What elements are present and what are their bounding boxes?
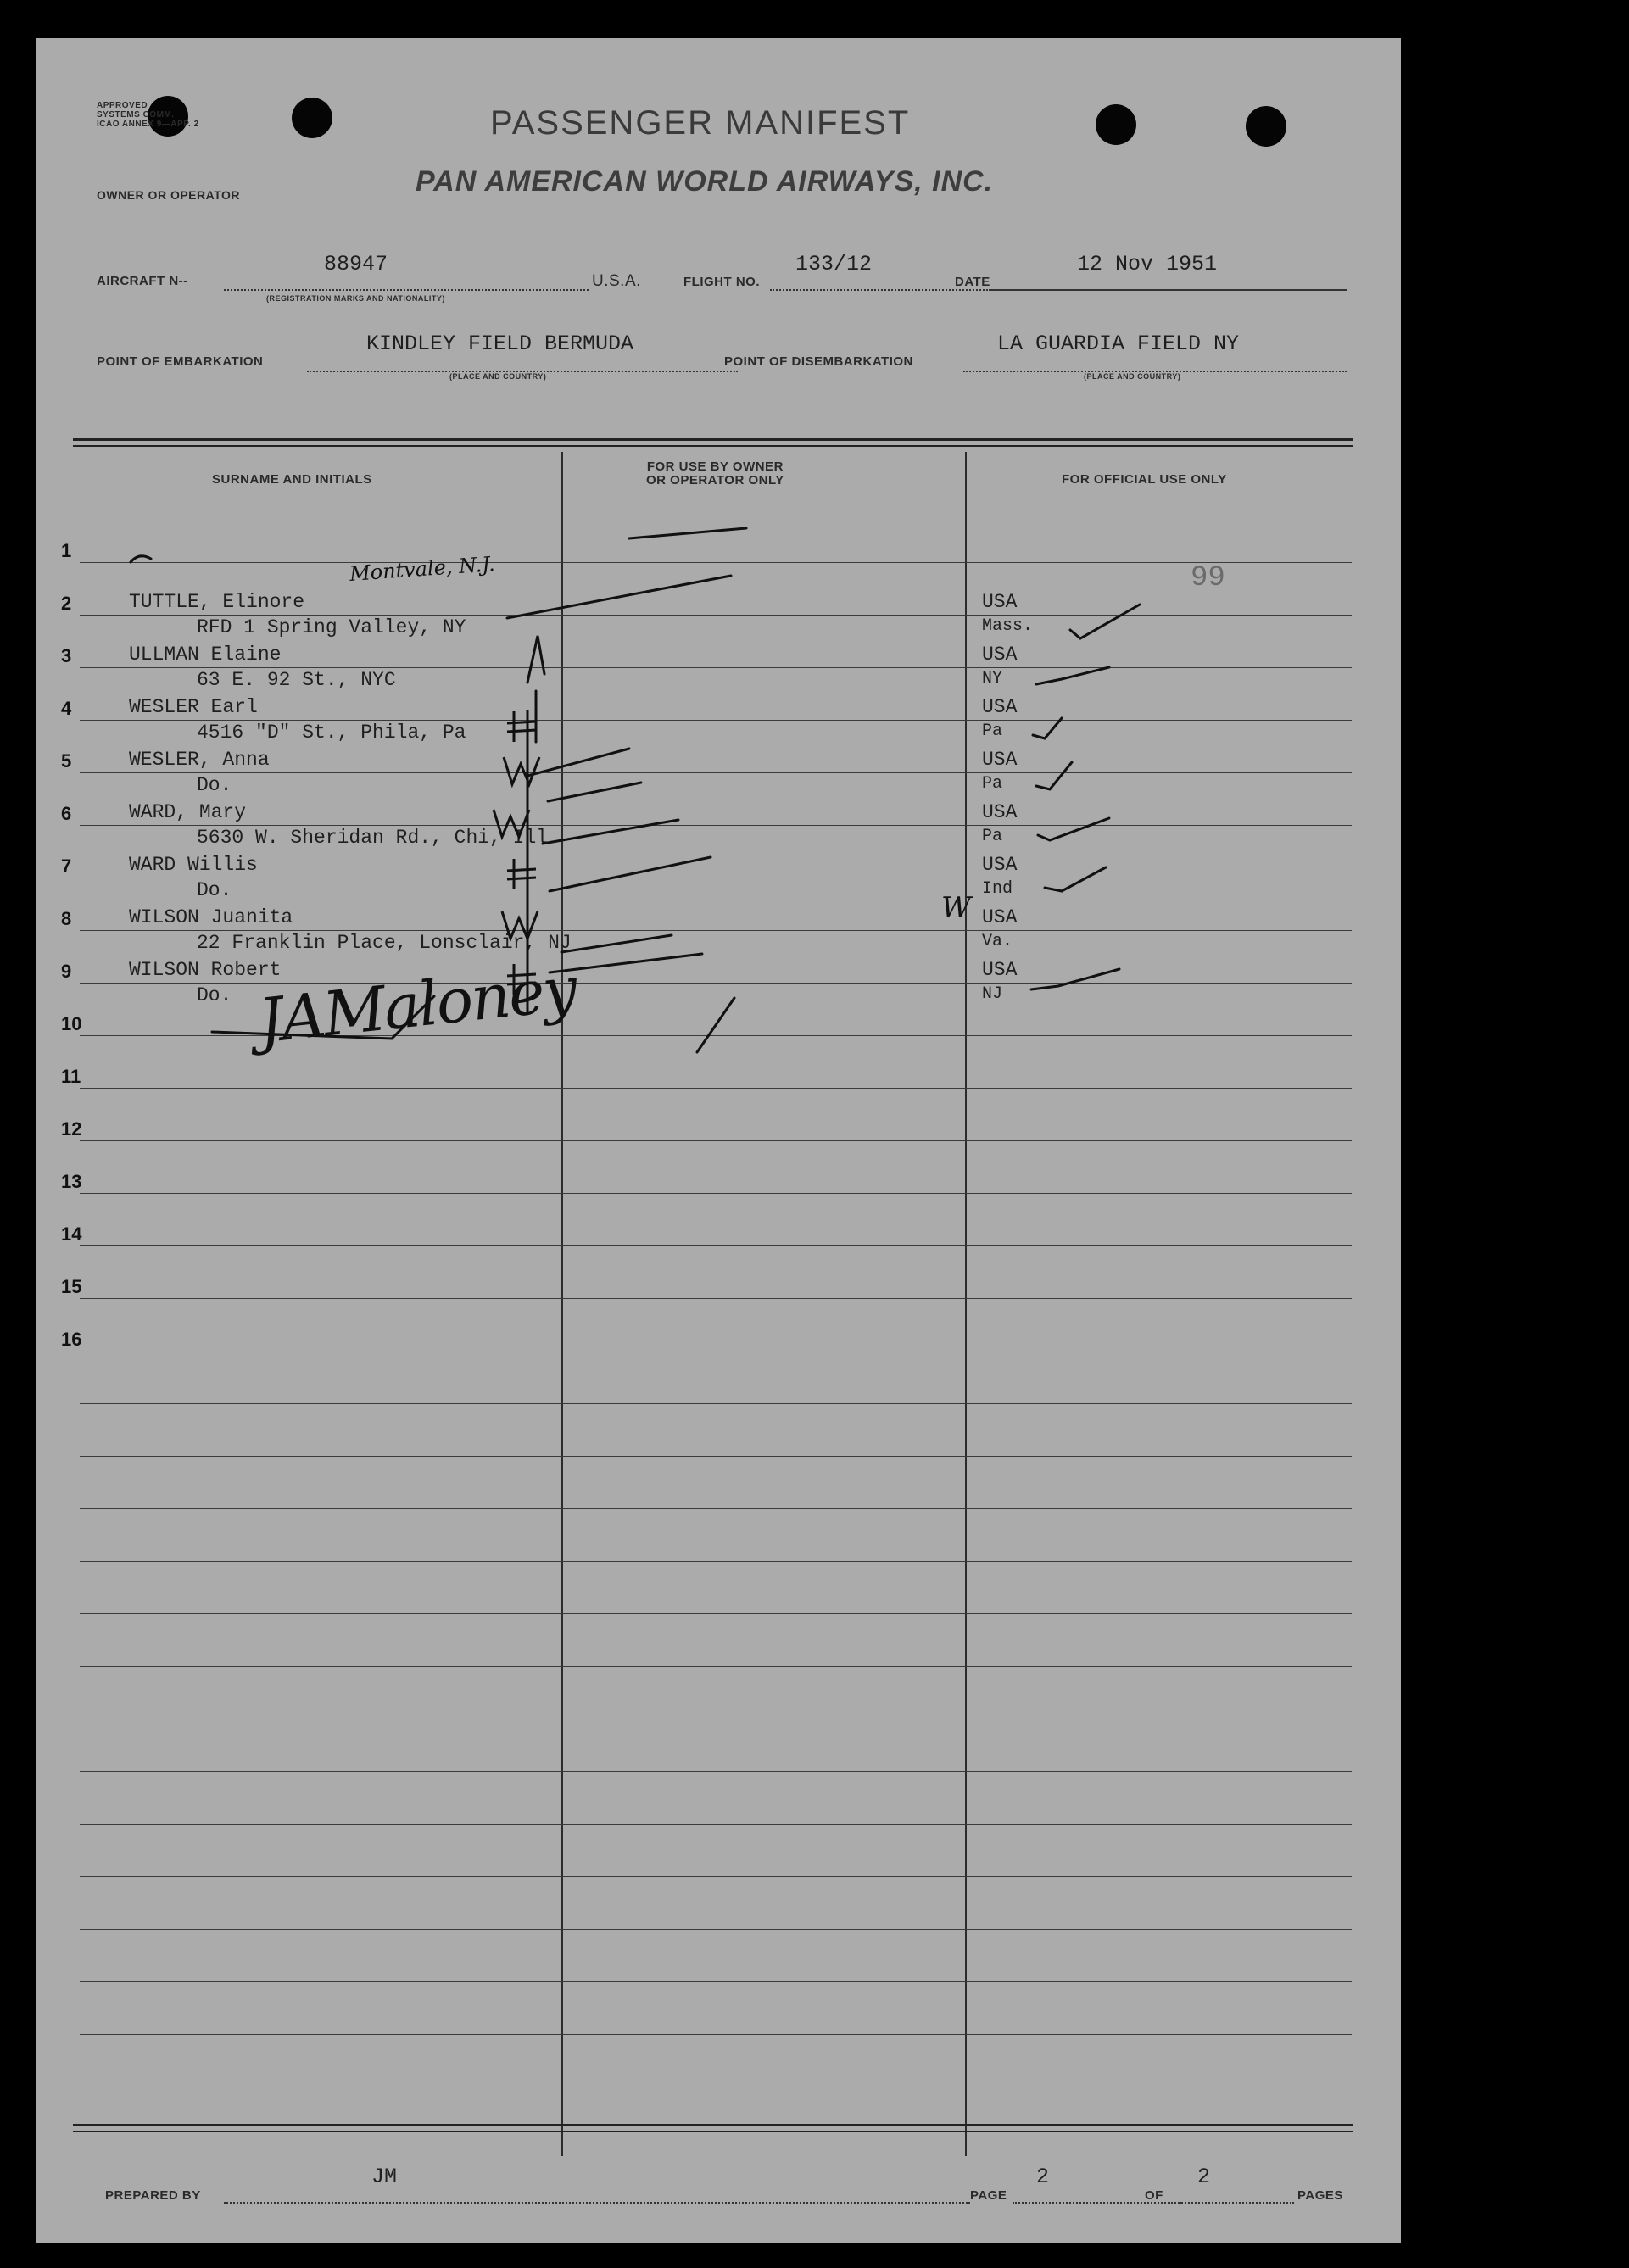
passenger-name: WARD Willis	[129, 854, 258, 876]
owner-label: OWNER OR OPERATOR	[97, 188, 240, 202]
disembarkation-place-note: (PLACE AND COUNTRY)	[1084, 372, 1181, 381]
handwritten-address: Montvale, N.J.	[349, 552, 496, 586]
official-check-4	[1033, 718, 1062, 738]
embarkation-label: POINT OF EMBARKATION	[97, 354, 264, 369]
approval-line-2: SYSTEMS COMM.	[97, 110, 175, 120]
passenger-address: RFD 1 Spring Valley, NY	[197, 616, 466, 638]
passenger-nationality: USA	[982, 959, 1018, 981]
row-number: 7	[61, 855, 72, 877]
prepared-by-label: PREPARED BY	[105, 2188, 201, 2203]
tally-w-row8	[502, 911, 538, 939]
tally-w-row6	[494, 810, 529, 837]
approval-line-3: ICAO ANNEX 9—APP. 2	[97, 120, 199, 129]
disembarkation-value: LA GUARDIA FIELD NY	[997, 332, 1240, 356]
passenger-nationality: USA	[982, 749, 1018, 771]
passenger-origin: Pa	[982, 774, 1003, 794]
row-number: 16	[61, 1329, 82, 1350]
official-check-6	[1038, 818, 1109, 840]
disembarkation-label: POINT OF DISEMBARKATION	[724, 354, 913, 369]
check-line-row8-9	[550, 935, 702, 972]
passenger-nationality: USA	[982, 801, 1018, 823]
approval-line-1: APPROVED	[97, 101, 148, 110]
aircraft-number: 88947	[324, 252, 388, 276]
row-number: 3	[61, 645, 72, 666]
passenger-origin: Pa	[982, 722, 1003, 741]
passenger-name: ULLMAN Elaine	[129, 644, 282, 666]
registration-note: (REGISTRATION MARKS AND NATIONALITY)	[266, 294, 445, 303]
flight-number: 133/12	[795, 252, 873, 276]
passenger-nationality: USA	[982, 591, 1018, 613]
manifest-sheet	[36, 38, 1401, 2243]
passenger-nationality: USA	[982, 854, 1018, 876]
official-check-5	[1036, 762, 1072, 789]
airline-name: PAN AMERICAN WORLD AIRWAYS, INC.	[416, 165, 994, 198]
row-number: 2	[61, 593, 72, 614]
tally-h-row9	[507, 962, 536, 995]
pages-label: PAGES	[1297, 2188, 1343, 2203]
country-label: U.S.A.	[592, 272, 641, 290]
owner-use-line-2: OR OPERATOR ONLY	[646, 473, 784, 488]
signature-underline	[212, 996, 434, 1039]
row-number: 9	[61, 961, 72, 982]
signature-tail	[697, 998, 734, 1052]
passenger-name: WILSON Juanita	[129, 906, 293, 928]
passenger-name: WESLER Earl	[129, 696, 258, 718]
signature: JAMaloney	[254, 952, 579, 1057]
aircraft-label: AIRCRAFT N--	[97, 274, 188, 288]
official-check-3	[1036, 667, 1109, 684]
embarkation-value: KINDLEY FIELD BERMUDA	[366, 332, 634, 356]
pen-marks	[36, 38, 1401, 2243]
passenger-nationality: USA	[982, 906, 1018, 928]
check-line-row6	[550, 857, 711, 891]
check-line-row3	[527, 636, 544, 683]
passenger-origin: NY	[982, 669, 1003, 688]
owner-use-line-1: FOR USE BY OWNER	[646, 460, 784, 474]
passenger-address: Do.	[197, 879, 232, 901]
official-check-9	[1031, 969, 1119, 989]
passenger-address: 4516 "D" St., Phila, Pa	[197, 722, 466, 744]
passenger-origin: Va.	[982, 932, 1013, 951]
prepared-by-dots	[224, 2202, 970, 2204]
pages-dots	[1169, 2202, 1294, 2204]
official-check-7	[1045, 867, 1106, 891]
flight-date: 12 Nov 1951	[1077, 252, 1218, 276]
official-check-2	[1070, 605, 1140, 638]
page-label: PAGE	[970, 2188, 1007, 2203]
row-number: 1	[61, 540, 72, 561]
row-number: 11	[61, 1066, 81, 1087]
passenger-name: TUTTLE, Elinore	[129, 591, 305, 613]
passenger-origin: Ind	[982, 879, 1013, 899]
row-number: 5	[61, 750, 72, 772]
passenger-name: WILSON Robert	[129, 959, 282, 981]
embarkation-place-note: (PLACE AND COUNTRY)	[449, 372, 547, 381]
official-handwritten-mark: W	[941, 891, 971, 925]
passenger-address: 22 Franklin Place, Lonsclair, NJ	[197, 932, 572, 954]
of-label: OF	[1145, 2188, 1163, 2203]
row-number: 12	[61, 1118, 82, 1140]
tally-marks	[494, 710, 539, 995]
row-number: 8	[61, 908, 72, 929]
page-number: 2	[1036, 2165, 1050, 2189]
passenger-nationality: USA	[982, 644, 1018, 666]
passenger-origin: Pa	[982, 827, 1003, 846]
row-number: 4	[61, 698, 72, 719]
row-number: 10	[61, 1013, 82, 1034]
passenger-address: Do.	[197, 774, 232, 796]
surname-column-header: SURNAME AND INITIALS	[212, 472, 372, 487]
passenger-address: 63 E. 92 St., NYC	[197, 669, 396, 691]
official-number: 99	[1191, 562, 1225, 594]
passenger-address: Do.	[197, 984, 232, 1006]
pen-stroke	[131, 556, 151, 562]
check-line-row2	[507, 576, 731, 618]
total-pages: 2	[1197, 2165, 1211, 2189]
row-number: 15	[61, 1276, 82, 1297]
date-label: DATE	[955, 275, 990, 289]
prepared-by-value: JM	[371, 2165, 398, 2189]
passenger-origin: Mass.	[982, 616, 1034, 636]
row-number: 14	[61, 1223, 82, 1245]
check-line-row4	[527, 691, 629, 776]
check-line-row5-6	[543, 783, 678, 844]
passenger-origin: NJ	[982, 984, 1003, 1004]
row-number: 13	[61, 1171, 82, 1192]
official-use-column-header: FOR OFFICIAL USE ONLY	[1062, 472, 1227, 487]
row-number: 6	[61, 803, 72, 824]
passenger-name: WESLER, Anna	[129, 749, 270, 771]
passenger-name: WARD, Mary	[129, 801, 247, 823]
tally-h-row7	[507, 857, 536, 889]
passenger-nationality: USA	[982, 696, 1018, 718]
passenger-address: 5630 W. Sheridan Rd., Chi, Ill	[197, 827, 549, 849]
tally-w-row5	[504, 757, 539, 784]
page-title: PASSENGER MANIFEST	[490, 104, 911, 142]
check-line-row1	[629, 528, 746, 538]
flight-label: FLIGHT NO.	[683, 275, 760, 289]
tally-h-row4	[507, 710, 536, 742]
